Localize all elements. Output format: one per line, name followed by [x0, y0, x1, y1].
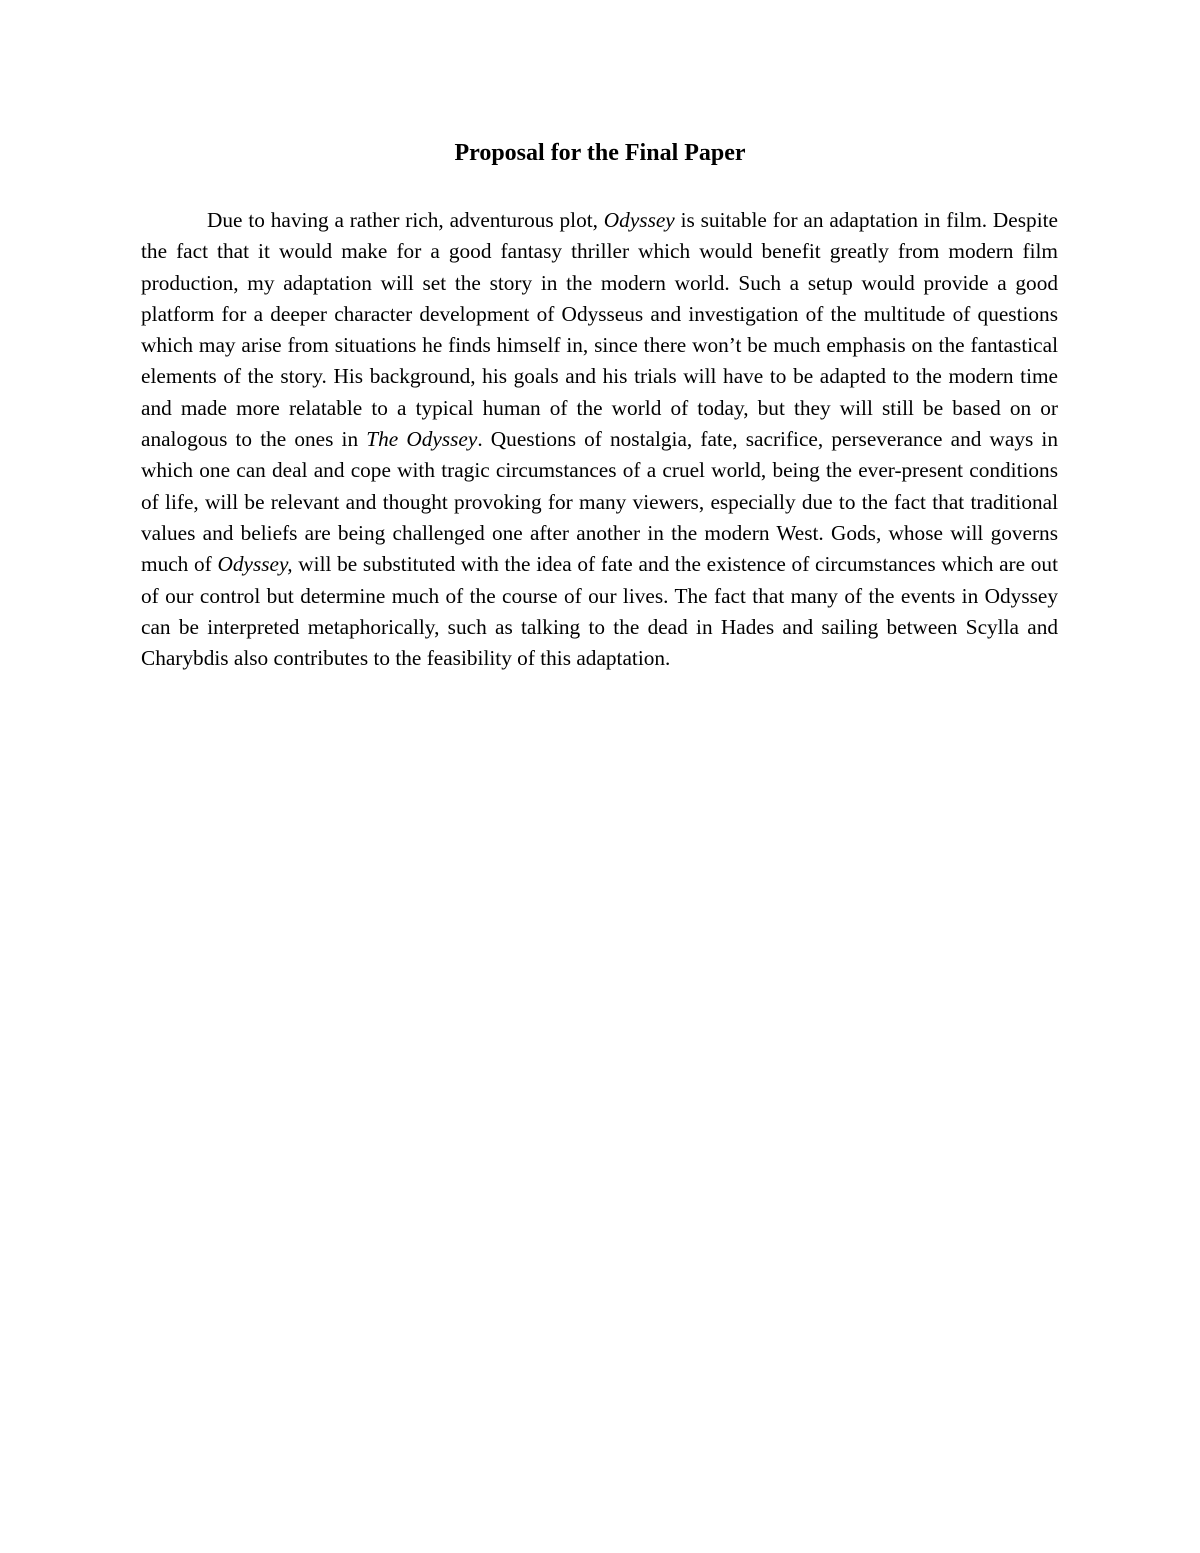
italic-title-odyssey: Odyssey, [217, 552, 293, 577]
paragraph-text: Due to having a rather rich, adventurous plot, [207, 208, 604, 232]
paragraph-text: . Questions of nostalgia, fate, sacrifice, perseverance and ways in which one can deal and cope with tragic circumstances of a cruel world, being the ever-present conditions of life, will be relevant and thought provoking for many viewers, especially due to the fact that traditional values and beliefs are being challenged one after another in the modern West. Gods, whose will governs much of [141, 427, 1058, 577]
paragraph-text: will be substituted with the idea of fate and the existence of circumstances which are out of our control but determine much of the course of our lives. The fact that many of the events in Odyssey can be interpreted metaphorically, such as talking to the dead in Hades and sailing between Scylla and Charybdis also contributes to the feasibility of this adaptation. [141, 552, 1058, 671]
italic-title-the-odyssey: The Odyssey [366, 427, 478, 452]
body-paragraph [141, 205, 1058, 674]
paragraph-text: is suitable for an adaptation in film. Despite the fact that it would make for a good fantasy thriller which would benefit greatly from modern film production, my adaptation will set the story in the modern world. Such a setup would provide a good platform for a deeper character development of Odysseus and investigation of the multitude of questions which may arise from situations he finds himself in, since there won’t be much emphasis on the fantastical elements of the story. His background, his goals and his trials will have to be adapted to the modern time and made more relatable to a typical human of the world of today, but they will still be based on or analogous to the ones in [141, 208, 1058, 452]
document-title: Proposal for the Final Paper [454, 140, 746, 166]
italic-title-odyssey: Odyssey [603, 208, 675, 232]
